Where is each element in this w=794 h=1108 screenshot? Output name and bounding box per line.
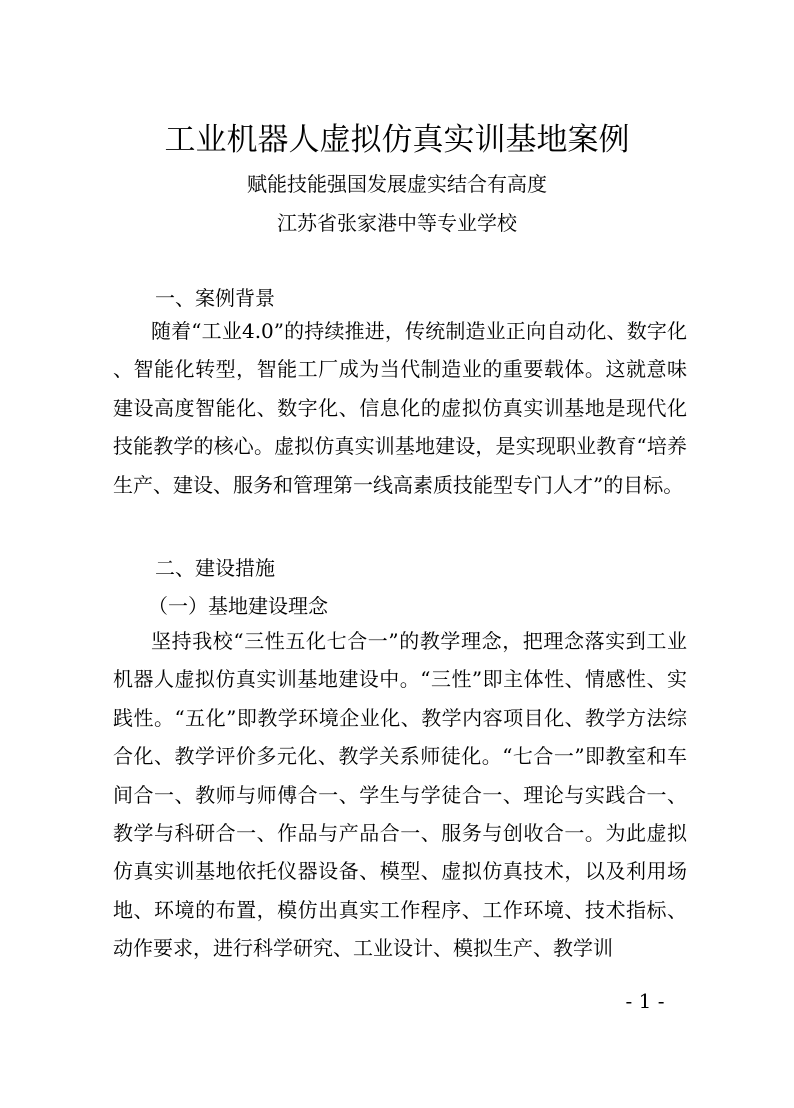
page-number: - 1 - xyxy=(625,989,665,1013)
section-heading-background: 一、案例背景 xyxy=(155,286,275,310)
subsection-heading-concept: （一）基地建设理念 xyxy=(148,594,328,618)
section-heading-measures: 二、建设措施 xyxy=(155,556,275,580)
section-paragraph-background: 随着“工业4.0”的持续推进，传统制造业正向自动化、数字化、智能化转型，智能工厂成为当代制造业的重要载体。这就意味建设高度智能化、数字化、信息化的虚拟仿真实训基地是现代化技能教学的核心。虚拟仿真实训基地建设，是实现职业教育“培养生产、建设、服务和管理第一线高素质技能型专门人才”的目标。 xyxy=(113,319,687,497)
document-title: 工业机器人虚拟仿真实训基地案例 xyxy=(164,122,630,158)
document-subtitle: 赋能技能强国发展虚实结合有高度 xyxy=(247,172,547,196)
school-name: 江苏省张家港中等专业学校 xyxy=(277,211,517,235)
section-paragraph-concept: 坚持我校“三性五化七合一”的教学理念，把理念落实到工业机器人虚拟仿真实训基地建设中。“三性”即主体性、情感性、实践性。“五化”即教学环境企业化、教学内容项目化、教学方法综合化、教学评价多元化、教学关系师徒化。“七合一”即教室和车间合一、教师与师傅合一、学生与学徒合一、理论与实践合一、教学与科研合一、作品与产品合一、服务与创收合一。为此虚拟仿真实训基地依托仪器设备、模型、虚拟仿真技术，以及利用场地、环境的布置，模仿出真实工作程序、工作环境、技术指标、动作要求，进行科学研究、工业设计、模拟生产、教学训 xyxy=(113,629,687,961)
